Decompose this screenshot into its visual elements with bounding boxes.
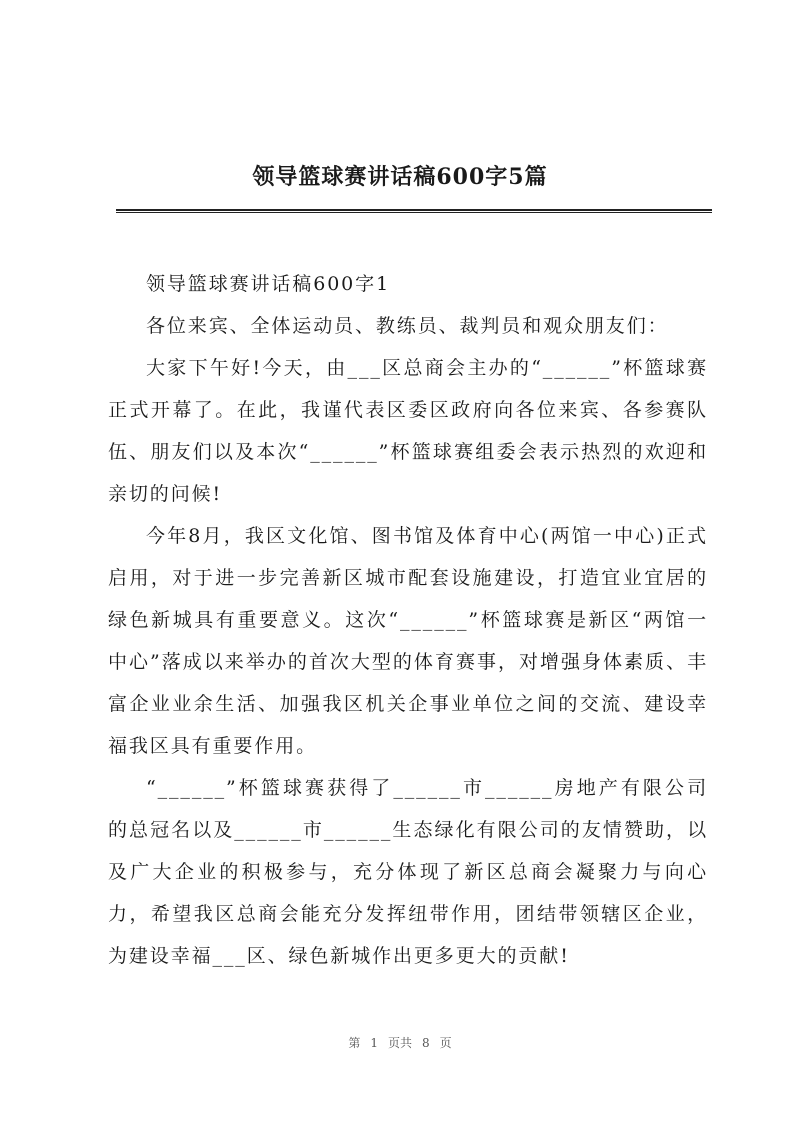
document-body	[108, 263, 708, 977]
body-paragraph: 今年8月，我区文化馆、图书馆及体育中心(两馆一中心)正式启用，对于进一步完善新区城市配套设施建设，打造宜业宜居的绿色新城具有重要意义。这次“______”杯篮球赛是新区“两馆一中心”落成以来举办的首次大型的体育赛事，对增强身体素质、丰富企业业余生活、加强我区机关企事业单位之间的交流、建设幸福我区具有重要作用。	[108, 525, 708, 757]
footer-prefix: 第	[348, 1036, 361, 1050]
section-heading: 领导篮球赛讲话稿600字1	[146, 273, 391, 295]
body-paragraph: “______”杯篮球赛获得了______市______房地产有限公司的总冠名以及______市______生态绿化有限公司的友情赞助，以及广大企业的积极参与，充分体现了新区总商会凝聚力与向心力，希望我区总商会能充分发挥纽带作用，团结带领辖区企业，为建设幸福___区、绿色新城作出更多更大的贡献!	[108, 777, 708, 967]
title-divider	[116, 209, 712, 213]
body-paragraph: 大家下午好!今天，由___区总商会主办的“______”杯篮球赛正式开幕了。在此，我谨代表区委区政府向各位来宾、各参赛队伍、朋友们以及本次“______”杯篮球赛组委会表示热烈的欢迎和亲切的问候!	[108, 357, 708, 505]
footer-suffix: 页	[439, 1036, 452, 1050]
document-title: 领导篮球赛讲话稿600字5篇	[252, 164, 548, 190]
salutation-paragraph: 各位来宾、全体运动员、教练员、裁判员和观众朋友们：	[146, 315, 669, 337]
total-pages: 8	[422, 1036, 430, 1050]
page-number: 1	[370, 1036, 378, 1050]
page-footer	[0, 1034, 800, 1051]
footer-middle: 页共	[387, 1036, 412, 1050]
